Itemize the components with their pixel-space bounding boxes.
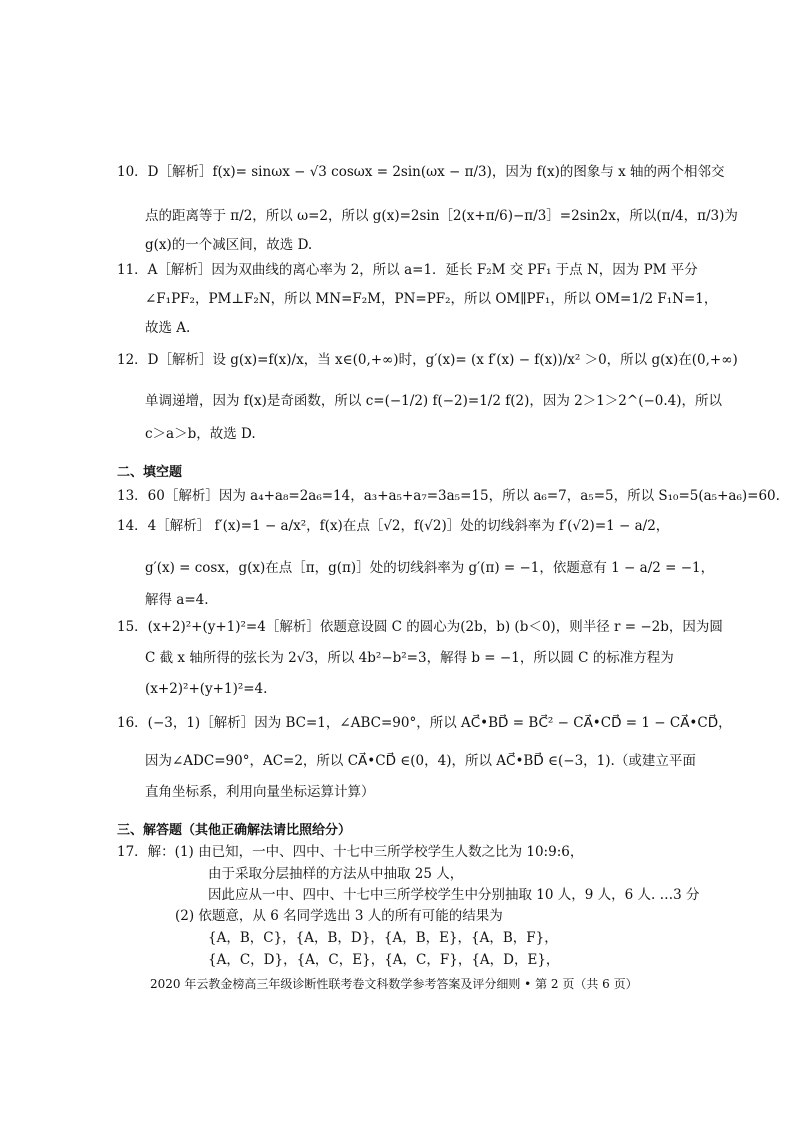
q10-line-3: g(x)的一个减区间，故选 D. (145, 237, 313, 253)
q17-line-6: {A，C，D}，{A，C，E}，{A，C，F}，{A，D，E}， (208, 952, 560, 968)
q10-line-1: 10．D［解析］f(x)= sinωx − √3 cosωx = 2sin(ωx − π/3)，因为 f(x)的图象与 x 轴的两个相邻交 (117, 164, 725, 180)
q17-line-4: (2) 依题意，从 6 名同学选出 3 人的所有可能的结果为 (175, 908, 503, 924)
q12-line-2: 单调递增，因为 f(x)是奇函数，所以 c=(−1/2) f(−2)=1/2 f(2)，因为 2＞1＞2^(−0.4)，所以 (145, 393, 723, 409)
q15-line-1: 15．(x+2)²+(y+1)²=4［解析］依题意设圆 C 的圆心为(2b，b) (b＜0)，则半径 r = −2b，因为圆 (117, 619, 723, 635)
q11-line-2: ∠F₁PF₂，PM⊥F₂N，所以 MN=F₂M，PN=PF₂，所以 OM∥PF₁，所以 OM=1/2 F₁N=1， (145, 291, 718, 307)
section-fill-in-title: 二、填空题 (117, 465, 183, 480)
q14-line-3: 解得 a=4. (145, 592, 209, 608)
q16-line-1: 16．(−3，1)［解析］因为 BC=1，∠ABC=90°，所以 AC⃗•BD⃗ = BC⃗² − CA⃗•CD⃗ = 1 − CA⃗•CD⃗， (117, 715, 732, 731)
q15-line-3: (x+2)²+(y+1)²=4. (145, 681, 268, 697)
q15-line-2: C 截 x 轴所得的弦长为 2√3，所以 4b²−b²=3，解得 b = −1，所以圆 C 的标准方程为 (145, 650, 674, 666)
q12-line-3: c＞a＞b，故选 D. (145, 426, 256, 442)
q16-line-2: 因为∠ADC=90°，AC=2，所以 CA⃗•CD⃗ ∈(0，4)，所以 AC⃗•BD⃗ ∈(−3，1).（或建立平面 (145, 753, 696, 769)
q11-line-3: 故选 A. (145, 320, 191, 336)
section-solutions-title: 三、解答题（其他正确解法请比照给分） (117, 823, 352, 838)
q17-line-1: 17．解：(1) 由已知，一中、四中、十七中三所学校学生人数之比为 10:9:6， (117, 844, 584, 860)
q17-line-5: {A，B，C}，{A，B，D}，{A，B，E}，{A，B，F}， (208, 930, 558, 946)
q17-line-2: 由于采取分层抽样的方法从中抽取 25 人， (208, 866, 464, 882)
q16-line-3: 直角坐标系，利用向量坐标运算计算） (145, 784, 375, 800)
q11-line-1: 11．A［解析］因为双曲线的离心率为 2，所以 a=1．延长 F₂M 交 PF₁ 于点 N，因为 PM 平分 (117, 262, 698, 278)
q12-line-1: 12．D［解析］设 g(x)=f(x)/x，当 x∈(0,+∞)时，g′(x)= (x f′(x) − f(x))/x² ＞0，所以 g(x)在(0,+∞) (117, 352, 738, 368)
q10-line-2: 点的距离等于 π/2，所以 ω=2，所以 g(x)=2sin［2(x+π/6)−π/3］=2sin2x，所以(π/4，π/3)为 (145, 208, 738, 224)
q13-line: 13．60［解析］因为 a₄+a₈=2a₆=14，a₃+a₅+a₇=3a₅=15，所以 a₆=7，a₅=5，所以 S₁₀=5(a₅+a₆)=60. (117, 488, 780, 504)
q17-line-3: 因此应从一中、四中、十七中三所学校学生中分别抽取 10 人，9 人，6 人. …3 分 (208, 887, 700, 903)
q14-line-2: g′(x) = cosx，g(x)在点［π，g(π)］处的切线斜率为 g′(π) = −1，依题意有 1 − a/2 = −1， (145, 560, 715, 576)
q14-line-1: 14．4［解析］ f′(x)=1 − a/x²，f(x)在点［√2，f(√2)］处的切线斜率为 f′(√2)=1 − a/2， (117, 518, 670, 534)
page-footer: 2020 年云教金榜高三年级诊断性联考卷文科数学参考答案及评分细则 • 第 2 页（共 6 页） (150, 977, 638, 991)
